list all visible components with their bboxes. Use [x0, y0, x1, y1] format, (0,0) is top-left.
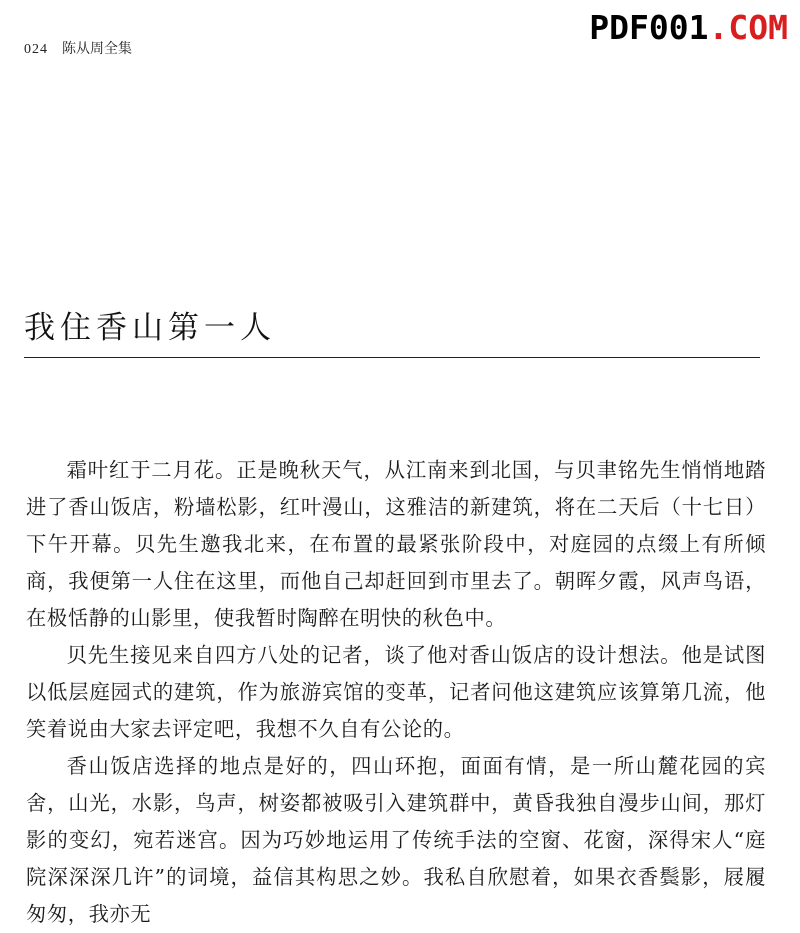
paragraph: 香山饭店选择的地点是好的，四山环抱，面面有情，是一所山麓花园的宾舍，山光，水影，鸟声，树姿都被吸引入建筑群中，黄昏我独自漫步山间，那灯影的变幻，宛若迷宫。因为巧妙地运用了传统手法的空窗、花窗，深得宋人“庭院深深深几许”的词境，益信其构思之妙。我私自欣慰着，如果衣香鬓影，屐履匆匆，我亦无 — [26, 754, 766, 926]
article-title: 我住香山第一人 — [24, 310, 276, 346]
paragraph: 贝先生接见来自四方八处的记者，谈了他对香山饭店的设计想法。他是试图以低层庭园式的建筑，作为旅游宾馆的变革，记者问他这建筑应该算第几流，他笑着说由大家去评定吧，我想不久自有公论的。 — [26, 643, 766, 741]
watermark-text-domain: .COM — [708, 8, 788, 47]
running-header — [24, 38, 132, 58]
book-title: 陈从周全集 — [62, 41, 132, 57]
watermark-text-main: PDF001 — [589, 8, 709, 47]
paragraph: 霜叶红于二月花。正是晚秋天气，从江南来到北国，与贝聿铭先生悄悄地踏进了香山饭店，粉墙松影，红叶漫山，这雅洁的新建筑，将在二天后（十七日）下午开幕。贝先生邀我北来，在布置的最紧张阶段中，对庭园的点缀上有所倾商，我便第一人住在这里，而他自己却赶回到市里去了。朝晖夕霞，风声鸟语，在极恬静的山影里，使我暂时陶醉在明快的秋色中。 — [26, 458, 766, 630]
article-body — [26, 452, 766, 933]
page-number: 024 — [24, 42, 48, 57]
watermark-logo — [589, 8, 788, 47]
title-divider — [24, 357, 760, 358]
